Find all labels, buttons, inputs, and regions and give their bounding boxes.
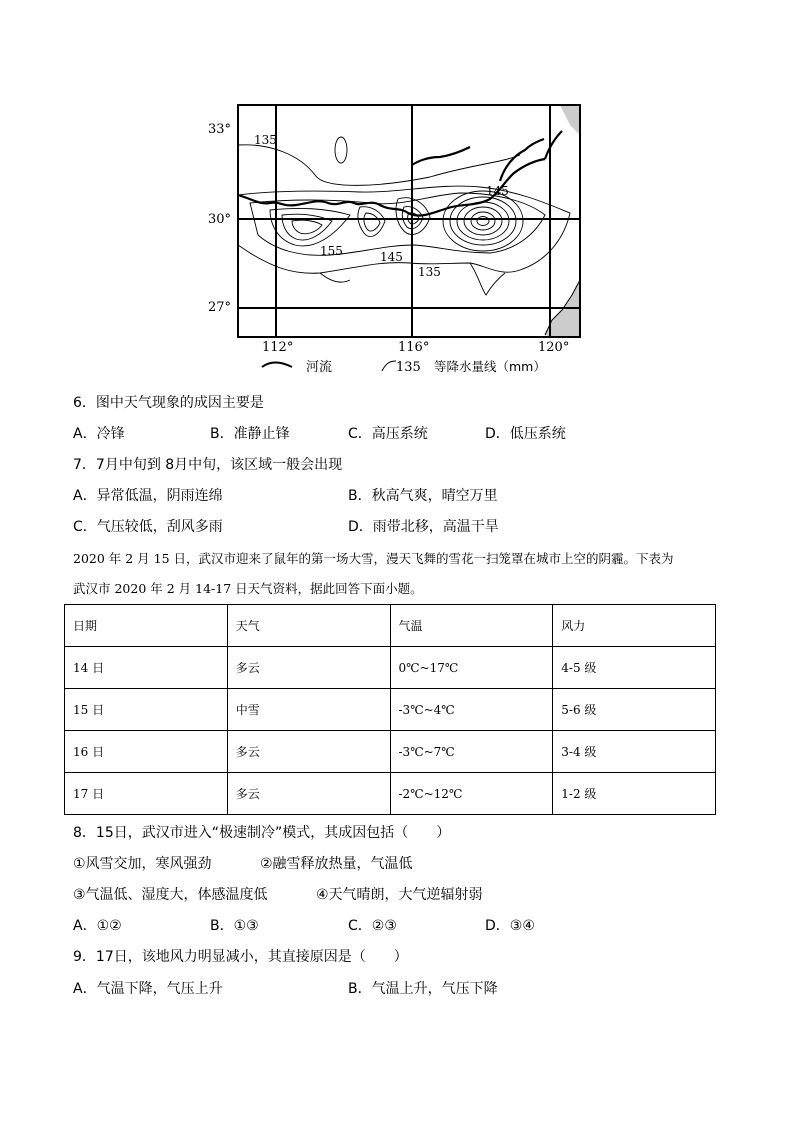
q6-option-c[interactable]: C．高压系统 <box>348 426 428 442</box>
cell-temperature: -3℃~4℃ <box>390 689 553 731</box>
table-row <box>65 689 716 731</box>
lat-label-30: 30° <box>208 212 232 227</box>
header-date: 日期 <box>65 605 228 647</box>
q6-option-b[interactable]: B．准静止锋 <box>210 426 290 442</box>
table-row <box>65 647 716 689</box>
cell-weather: 中雪 <box>227 689 390 731</box>
cell-temperature: -3℃~7℃ <box>390 731 553 773</box>
q7-option-a[interactable]: A．异常低温，阴雨连绵 <box>73 488 223 504</box>
q7-options-row1 <box>73 487 733 505</box>
isohyet-contours <box>238 137 570 295</box>
header-wind: 风力 <box>553 605 716 647</box>
q8-statement-3: ③气温低、湿度大，体感温度低 <box>73 887 268 903</box>
contour-label: 155 <box>320 244 343 258</box>
q7-option-d[interactable]: D．雨带北移，高温干旱 <box>348 519 499 535</box>
cell-weather: 多云 <box>227 647 390 689</box>
q7-option-b[interactable]: B．秋高气爽，晴空万里 <box>348 488 498 504</box>
q8-statement-2: ②融雪释放热量，气温低 <box>260 856 413 872</box>
precipitation-map <box>200 95 600 380</box>
lat-label-27: 27° <box>208 300 232 315</box>
q6-option-a[interactable]: A．冷锋 <box>73 426 125 442</box>
q8-options <box>73 917 733 935</box>
legend-isohyet-value: 135 <box>396 360 421 375</box>
q8-statement-4: ④天气晴朗，大气逆辐射弱 <box>316 887 483 903</box>
sea-area-top <box>560 105 580 135</box>
legend-river-label: 河流 <box>306 360 333 375</box>
table-row <box>65 731 716 773</box>
table-row <box>65 773 716 815</box>
cell-wind: 1-2 级 <box>553 773 716 815</box>
header-weather: 天气 <box>227 605 390 647</box>
cell-date: 15 日 <box>65 689 228 731</box>
passage-line-2: 武汉市 2020 年 2 月 14-17 日天气资料，据此回答下面小题。 <box>73 581 423 596</box>
q7-option-c[interactable]: C．气压较低，刮风多雨 <box>73 519 223 535</box>
legend-isohyet-label: 等降水量线（mm） <box>434 359 546 374</box>
q8-statements-row1 <box>73 855 733 873</box>
q7-stem: 7．7月中旬到 8月中旬，该区域一般会出现 <box>73 457 343 473</box>
header-temperature: 气温 <box>390 605 553 647</box>
lon-label-112: 112° <box>262 340 294 355</box>
q8-option-d[interactable]: D．③④ <box>485 918 535 934</box>
cell-temperature: -2℃~12℃ <box>390 773 553 815</box>
contour-label: 135 <box>418 265 441 279</box>
cell-wind: 5-6 级 <box>553 689 716 731</box>
legend-river-symbol <box>262 363 292 368</box>
cell-weather: 多云 <box>227 773 390 815</box>
lon-label-116: 116° <box>398 340 430 355</box>
q6-option-d[interactable]: D．低压系统 <box>485 426 566 442</box>
cell-date: 17 日 <box>65 773 228 815</box>
q6-stem: 6．图中天气现象的成因主要是 <box>73 395 264 411</box>
lat-label-33: 33° <box>208 122 232 137</box>
table-header-row <box>65 605 716 647</box>
passage-line-1: 2020 年 2 月 15 日，武汉市迎来了鼠年的第一场大雪，漫天飞舞的雪花一扫笼罩在城市上空的阴霾。下表为 <box>73 551 674 566</box>
map-frame <box>238 105 580 337</box>
q9-option-b[interactable]: B．气温上升，气压下降 <box>348 981 498 997</box>
q8-option-a[interactable]: A．①② <box>73 918 122 934</box>
lon-label-120: 120° <box>538 340 570 355</box>
contour-label: 145 <box>380 250 403 264</box>
q8-statement-1: ①风雪交加，寒风强劲 <box>73 856 212 872</box>
cell-date: 14 日 <box>65 647 228 689</box>
contour-label: 135 <box>254 133 277 147</box>
q7-options-row2 <box>73 518 733 536</box>
contour-label: 145 <box>486 184 509 198</box>
q9-option-a[interactable]: A．气温下降，气压上升 <box>73 981 223 997</box>
isohyet-map-svg <box>200 95 600 380</box>
q8-stem: 8．15日，武汉市进入“极速制冷”模式，其成因包括（ ） <box>73 825 451 841</box>
weather-table <box>64 604 716 815</box>
q8-option-c[interactable]: C．②③ <box>348 918 397 934</box>
cell-wind: 4-5 级 <box>553 647 716 689</box>
q8-statements-row2 <box>73 886 733 904</box>
cell-weather: 多云 <box>227 731 390 773</box>
q6-options <box>73 425 733 443</box>
cell-temperature: 0℃~17℃ <box>390 647 553 689</box>
legend-isohyet-symbol <box>382 361 396 371</box>
cell-date: 16 日 <box>65 731 228 773</box>
q8-option-b[interactable]: B．①③ <box>210 918 259 934</box>
q9-options <box>73 980 733 998</box>
q9-stem: 9．17日，该地风力明显减小，其直接原因是（ ） <box>73 949 408 965</box>
cell-wind: 3-4 级 <box>553 731 716 773</box>
